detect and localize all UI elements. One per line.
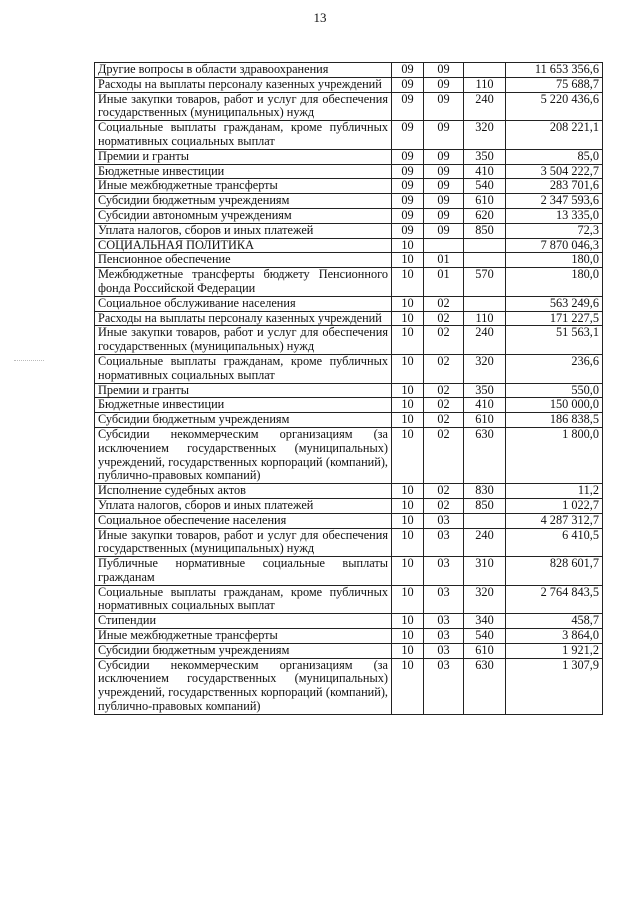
section-code-cell: 10 [392,484,424,499]
subsection-code-cell: 09 [424,179,464,194]
section-code-cell: 09 [392,223,424,238]
table-row [95,585,603,614]
subsection-code-cell: 03 [424,585,464,614]
expense-type-code-cell: 320 [464,121,506,150]
expense-name-cell: СОЦИАЛЬНАЯ ПОЛИТИКА [95,238,392,253]
amount-cell: 5 220 436,6 [506,92,603,121]
expense-type-code-cell: 350 [464,383,506,398]
amount-cell: 208 221,1 [506,121,603,150]
table-body [95,63,603,715]
table-row [95,513,603,528]
expense-type-code-cell: 410 [464,164,506,179]
subsection-code-cell: 09 [424,194,464,209]
amount-cell: 180,0 [506,253,603,268]
expense-type-code-cell: 340 [464,614,506,629]
section-code-cell: 10 [392,383,424,398]
expense-type-code-cell [464,296,506,311]
amount-cell: 13 335,0 [506,208,603,223]
table-row [95,164,603,179]
expense-name-cell: Социальное обслуживание населения [95,296,392,311]
table-row [95,311,603,326]
expense-type-code-cell: 110 [464,77,506,92]
subsection-code-cell: 02 [424,354,464,383]
table-row [95,92,603,121]
amount-cell: 11 653 356,6 [506,63,603,78]
subsection-code-cell: 09 [424,77,464,92]
section-code-cell: 09 [392,194,424,209]
table-row [95,223,603,238]
expense-type-code-cell: 610 [464,413,506,428]
section-code-cell: 10 [392,629,424,644]
amount-cell: 180,0 [506,268,603,297]
expense-name-cell: Уплата налогов, сборов и иных платежей [95,498,392,513]
table-row [95,557,603,586]
subsection-code-cell: 09 [424,149,464,164]
expense-type-code-cell [464,513,506,528]
amount-cell: 236,6 [506,354,603,383]
subsection-code-cell: 09 [424,63,464,78]
amount-cell: 75 688,7 [506,77,603,92]
section-code-cell: 10 [392,557,424,586]
expense-name-cell: Бюджетные инвестиции [95,398,392,413]
expense-type-code-cell: 410 [464,398,506,413]
expense-name-cell: Пенсионное обеспечение [95,253,392,268]
amount-cell: 85,0 [506,149,603,164]
expense-type-code-cell: 610 [464,643,506,658]
section-code-cell: 09 [392,164,424,179]
subsection-code-cell: 09 [424,223,464,238]
section-code-cell: 10 [392,658,424,714]
amount-cell: 51 563,1 [506,326,603,355]
table-row [95,253,603,268]
table-row [95,498,603,513]
section-code-cell: 10 [392,326,424,355]
expense-name-cell: Уплата налогов, сборов и иных платежей [95,223,392,238]
expense-type-code-cell: 540 [464,179,506,194]
section-code-cell: 10 [392,513,424,528]
expense-name-cell: Премии и гранты [95,149,392,164]
expense-type-code-cell [464,63,506,78]
table-row [95,121,603,150]
amount-cell: 1 307,9 [506,658,603,714]
subsection-code-cell: 03 [424,557,464,586]
section-code-cell: 10 [392,413,424,428]
subsection-code-cell [424,238,464,253]
expense-name-cell: Субсидии автономным учреждениям [95,208,392,223]
amount-cell: 458,7 [506,614,603,629]
expense-name-cell: Социальные выплаты гражданам, кроме публичных нормативных социальных выплат [95,121,392,150]
section-code-cell: 10 [392,585,424,614]
amount-cell: 1 921,2 [506,643,603,658]
table-row [95,238,603,253]
expense-type-code-cell: 240 [464,92,506,121]
section-code-cell: 09 [392,77,424,92]
section-code-cell: 10 [392,643,424,658]
expense-type-code-cell: 320 [464,585,506,614]
section-code-cell: 10 [392,296,424,311]
subsection-code-cell: 03 [424,658,464,714]
section-code-cell: 10 [392,614,424,629]
table-row [95,208,603,223]
table-row [95,484,603,499]
section-code-cell: 10 [392,253,424,268]
section-code-cell: 10 [392,498,424,513]
subsection-code-cell: 02 [424,498,464,513]
subsection-code-cell: 09 [424,208,464,223]
expense-type-code-cell: 630 [464,658,506,714]
subsection-code-cell: 09 [424,121,464,150]
section-code-cell: 10 [392,398,424,413]
expense-type-code-cell: 350 [464,149,506,164]
subsection-code-cell: 02 [424,413,464,428]
table-row [95,658,603,714]
expense-type-code-cell: 240 [464,326,506,355]
amount-cell: 186 838,5 [506,413,603,428]
expense-type-code-cell: 570 [464,268,506,297]
subsection-code-cell: 03 [424,528,464,557]
table-row [95,427,603,483]
expense-name-cell: Премии и гранты [95,383,392,398]
table-row [95,383,603,398]
expense-name-cell: Публичные нормативные социальные выплаты гражданам [95,557,392,586]
expense-type-code-cell: 320 [464,354,506,383]
amount-cell: 2 347 593,6 [506,194,603,209]
expense-type-code-cell [464,238,506,253]
subsection-code-cell: 02 [424,311,464,326]
amount-cell: 283 701,6 [506,179,603,194]
expense-name-cell: Субсидии некоммерческим организациям (за исключением государственных (муниципальных) учреждений, государственных корпораций (компаний), публично-правовых компаний) [95,427,392,483]
section-code-cell: 09 [392,63,424,78]
section-code-cell: 10 [392,268,424,297]
subsection-code-cell: 09 [424,92,464,121]
section-code-cell: 10 [392,427,424,483]
table-row [95,194,603,209]
amount-cell: 2 764 843,5 [506,585,603,614]
section-code-cell: 09 [392,92,424,121]
page-number: 13 [313,10,327,25]
expense-name-cell: Субсидии бюджетным учреждениям [95,413,392,428]
subsection-code-cell: 02 [424,296,464,311]
amount-cell: 563 249,6 [506,296,603,311]
expense-name-cell: Другие вопросы в области здравоохранения [95,63,392,78]
section-code-cell: 09 [392,121,424,150]
expense-name-cell: Субсидии бюджетным учреждениям [95,194,392,209]
expense-type-code-cell: 310 [464,557,506,586]
budget-table [94,62,603,715]
expense-name-cell: Расходы на выплаты персоналу казенных учреждений [95,311,392,326]
amount-cell: 3 864,0 [506,629,603,644]
expense-type-code-cell [464,253,506,268]
table-row [95,77,603,92]
expense-name-cell: Иные закупки товаров, работ и услуг для обеспечения государственных (муниципальных) нужд [95,528,392,557]
section-code-cell: 10 [392,528,424,557]
expense-type-code-cell: 110 [464,311,506,326]
expense-type-code-cell: 240 [464,528,506,557]
subsection-code-cell: 03 [424,614,464,629]
subsection-code-cell: 03 [424,629,464,644]
table-row [95,629,603,644]
expense-type-code-cell: 540 [464,629,506,644]
section-code-cell: 09 [392,179,424,194]
scan-margin-mark [14,360,44,362]
expense-name-cell: Социальные выплаты гражданам, кроме публичных нормативных социальных выплат [95,354,392,383]
section-code-cell: 09 [392,149,424,164]
section-code-cell: 09 [392,208,424,223]
expense-name-cell: Иные закупки товаров, работ и услуг для обеспечения государственных (муниципальных) нужд [95,326,392,355]
subsection-code-cell: 03 [424,513,464,528]
expense-name-cell: Иные межбюджетные трансферты [95,629,392,644]
subsection-code-cell: 02 [424,427,464,483]
expense-name-cell: Межбюджетные трансферты бюджету Пенсионного фонда Российской Федерации [95,268,392,297]
expense-name-cell: Стипендии [95,614,392,629]
amount-cell: 3 504 222,7 [506,164,603,179]
table-row [95,296,603,311]
subsection-code-cell: 01 [424,268,464,297]
table-row [95,614,603,629]
amount-cell: 171 227,5 [506,311,603,326]
expense-name-cell: Субсидии бюджетным учреждениям [95,643,392,658]
table-row [95,63,603,78]
expense-type-code-cell: 850 [464,498,506,513]
section-code-cell: 10 [392,238,424,253]
table-row [95,354,603,383]
subsection-code-cell: 02 [424,484,464,499]
expense-type-code-cell: 610 [464,194,506,209]
table-row [95,643,603,658]
subsection-code-cell: 03 [424,643,464,658]
subsection-code-cell: 09 [424,164,464,179]
table-row [95,398,603,413]
subsection-code-cell: 02 [424,383,464,398]
expense-name-cell: Расходы на выплаты персоналу казенных учреждений [95,77,392,92]
table-row [95,413,603,428]
amount-cell: 6 410,5 [506,528,603,557]
table-row [95,268,603,297]
expense-name-cell: Субсидии некоммерческим организациям (за исключением государственных (муниципальных) учреждений, государственных корпораций (компаний), публично-правовых компаний) [95,658,392,714]
amount-cell: 4 287 312,7 [506,513,603,528]
amount-cell: 550,0 [506,383,603,398]
expense-name-cell: Бюджетные инвестиции [95,164,392,179]
expense-type-code-cell: 630 [464,427,506,483]
amount-cell: 11,2 [506,484,603,499]
expense-type-code-cell: 620 [464,208,506,223]
table-row [95,528,603,557]
amount-cell: 1 800,0 [506,427,603,483]
expense-name-cell: Исполнение судебных актов [95,484,392,499]
expense-name-cell: Социальное обеспечение населения [95,513,392,528]
amount-cell: 7 870 046,3 [506,238,603,253]
amount-cell: 828 601,7 [506,557,603,586]
table-row [95,326,603,355]
table-row [95,179,603,194]
expense-name-cell: Социальные выплаты гражданам, кроме публичных нормативных социальных выплат [95,585,392,614]
table-row [95,149,603,164]
subsection-code-cell: 02 [424,398,464,413]
amount-cell: 150 000,0 [506,398,603,413]
section-code-cell: 10 [392,354,424,383]
expense-type-code-cell: 830 [464,484,506,499]
amount-cell: 72,3 [506,223,603,238]
subsection-code-cell: 02 [424,326,464,355]
subsection-code-cell: 01 [424,253,464,268]
expense-type-code-cell: 850 [464,223,506,238]
section-code-cell: 10 [392,311,424,326]
expense-name-cell: Иные межбюджетные трансферты [95,179,392,194]
amount-cell: 1 022,7 [506,498,603,513]
expense-name-cell: Иные закупки товаров, работ и услуг для обеспечения государственных (муниципальных) нужд [95,92,392,121]
